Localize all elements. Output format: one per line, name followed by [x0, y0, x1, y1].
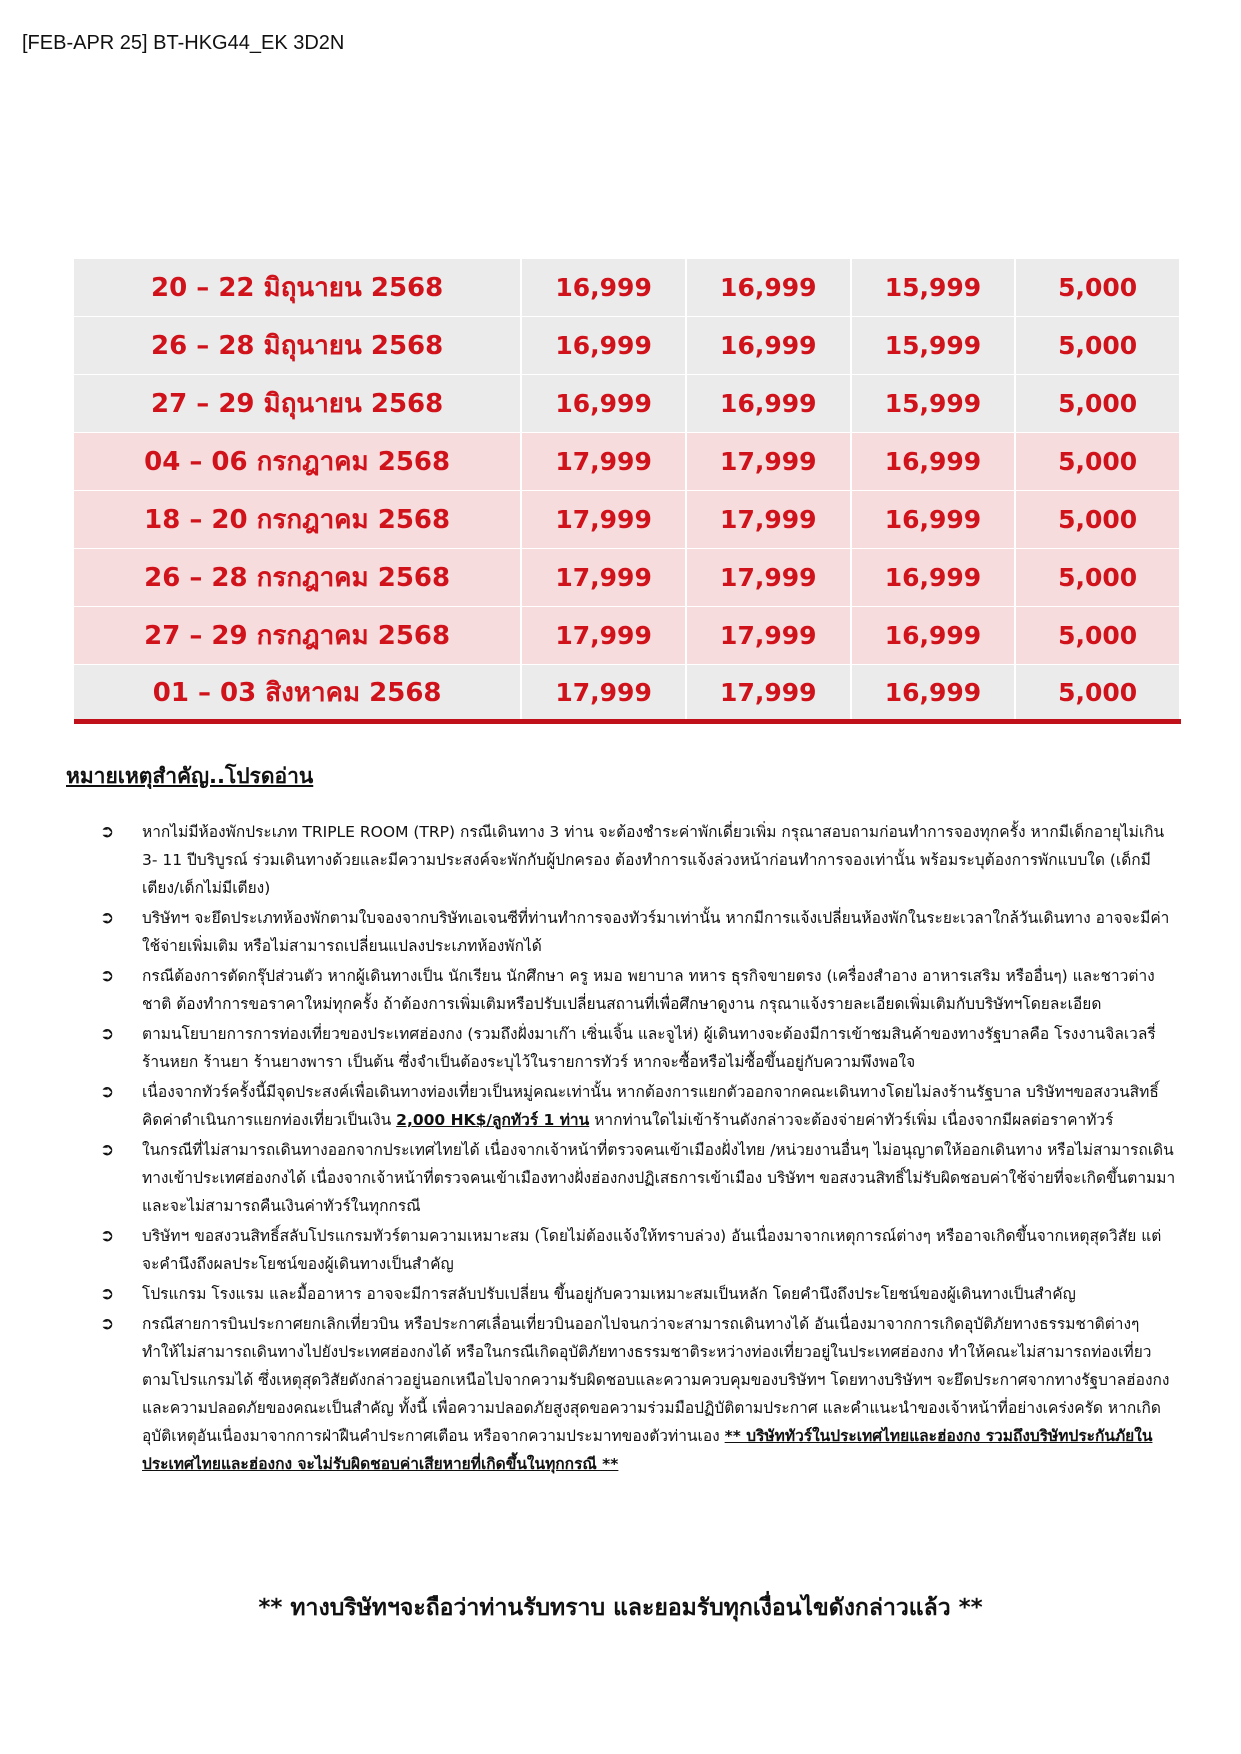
note-text: โปรแกรม โรงแรม และมื้ออาหาร อาจจะมีการสลับปรับเปลี่ยน ขึ้นอยู่กับความเหมาะสมเป็นหลัก โดยคำนึงถึงประโยชน์ของผู้เดินทางเป็นสำคัญ	[142, 1285, 1076, 1303]
price-cell: 5,000	[1015, 549, 1180, 607]
list-item	[100, 962, 1178, 1018]
closing-statement: ** ทางบริษัทฯจะถือว่าท่านรับทราบ และยอมรับทุกเงื่อนไขดังกล่าวแล้ว **	[258, 1595, 983, 1621]
price-cell: 16,999	[686, 317, 851, 375]
price-cell: 16,999	[521, 375, 686, 433]
date-cell: 20 – 22 มิถุนายน 2568	[74, 259, 521, 317]
list-item	[100, 1020, 1178, 1076]
price-cell: 17,999	[521, 491, 686, 549]
note-text: ตามนโยบายการการท่องเที่ยวของประเทศฮ่องกง (รวมถึงฝั่งมาเก๊า เซิ่นเจิ้น และจูไห่) ผู้เดินทางจะต้องมีการเข้าชมสินค้าของทางรัฐบาลคือ โรงงานจิลเวลรี่ ร้านหยก ร้านยา ร้านยางพารา เป็นต้น ซึ่งจำเป็นต้องระบุไว้ในรายการทัวร์ หากจะซื้อหรือไม่ซื้อขึ้นอยู่กับความพึงพอใจ	[142, 1025, 1156, 1071]
arrow-bullet-icon: ➲	[100, 908, 115, 928]
note-text: ในกรณีที่ไม่สามารถเดินทางออกจากประเทศไทยได้ เนื่องจากเจ้าหน้าที่ตรวจคนเข้าเมืองฝั่งไทย /หน่วยงานอื่นๆ ไม่อนุญาตให้ออกเดินทาง หรือไม่สามารถเดินทางเข้าประเทศฮ่องกงได้ เนื่องจากเจ้าหน้าที่ตรวจคนเข้าเมืองทางฝั่งฮ่องกงปฏิเสธการเข้าเมือง บริษัทฯ ขอสงวนสิทธิ์ไม่รับผิดชอบค่าใช้จ่ายที่จะเกิดขึ้นตามมา และจะไม่สามารถคืนเงินค่าทัวร์ในทุกกรณี	[142, 1141, 1176, 1215]
price-cell: 5,000	[1015, 317, 1180, 375]
price-cell: 5,000	[1015, 491, 1180, 549]
price-cell: 16,999	[521, 317, 686, 375]
price-cell: 17,999	[521, 607, 686, 665]
notes-title: หมายเหตุสำคัญ..โปรดอ่าน	[66, 764, 314, 788]
price-cell: 15,999	[851, 317, 1016, 375]
price-cell: 16,999	[851, 607, 1016, 665]
price-cell: 16,999	[851, 491, 1016, 549]
table-row	[74, 259, 1180, 317]
price-cell: 5,000	[1015, 433, 1180, 491]
date-cell: 27 – 29 กรกฎาคม 2568	[74, 607, 521, 665]
arrow-bullet-icon: ➲	[100, 1082, 115, 1102]
note-text: กรณีต้องการตัดกรุ๊ปส่วนตัว หากผู้เดินทางเป็น นักเรียน นักศึกษา ครู หมอ พยาบาล ทหาร ธุรกิจขายตรง (เครื่องสำอาง อาหารเสริม หรืออื่นๆ) และชาวต่างชาติ ต้องทำการขอราคาใหม่ทุกครั้ง ถ้าต้องการเพิ่มเติมหรือปรับเปลี่ยนสถานที่เพื่อศึกษาดูงาน กรุณาแจ้งรายละเอียดเพิ่มเติมกับบริษัทฯโดยละเอียด	[142, 967, 1155, 1013]
date-cell: 27 – 29 มิถุนายน 2568	[74, 375, 521, 433]
price-cell: 5,000	[1015, 259, 1180, 317]
table-row	[74, 665, 1180, 722]
arrow-bullet-icon: ➲	[100, 822, 115, 842]
price-cell: 17,999	[686, 491, 851, 549]
list-item	[100, 1078, 1178, 1134]
list-item	[100, 1310, 1178, 1478]
note-text: หากไม่มีห้องพักประเภท TRIPLE ROOM (TRP) กรณีเดินทาง 3 ท่าน จะต้องชำระค่าพักเดี่ยวเพิ่ม กรุณาสอบถามก่อนทำการจองทุกครั้ง หากมีเด็กอายุไม่เกิน 3- 11 ปีบริบูรณ์ ร่วมเดินทางด้วยและมีความประสงค์จะพักกับผู้ปกครอง ต้องทำการแจ้งล่วงหน้าก่อนทำการจองเท่านั้น พร้อมระบุต้องการพักแบบใด (เด็กมีเตียง/เด็กไม่มีเตียง)	[142, 823, 1165, 897]
list-item	[100, 1280, 1178, 1308]
fee-emphasis: 2,000 HK$/ลูกทัวร์ 1 ท่าน	[396, 1111, 590, 1129]
note-text: บริษัทฯ จะยึดประเภทห้องพักตามใบจองจากบริษัทเอเจนซีที่ท่านทำการจองทัวร์มาเท่านั้น หากมีการแจ้งเปลี่ยนห้องพักในระยะเวลาใกล้วันเดินทาง อาจจะมีค่าใช้จ่ายเพิ่มเติม หรือไม่สามารถเปลี่ยนแปลงประเภทห้องพักได้	[142, 909, 1170, 955]
notes-list	[100, 818, 1178, 1480]
price-cell: 16,999	[521, 259, 686, 317]
price-cell: 5,000	[1015, 607, 1180, 665]
price-cell: 17,999	[686, 607, 851, 665]
list-item	[100, 904, 1178, 960]
arrow-bullet-icon: ➲	[100, 966, 115, 986]
note-text: บริษัทฯ ขอสงวนสิทธิ์สลับโปรแกรมทัวร์ตามความเหมาะสม (โดยไม่ต้องแจ้งให้ทราบล่วง) อันเนื่องมาจากเหตุการณ์ต่างๆ หรืออาจเกิดขึ้นจากเหตุสุดวิสัย แต่จะคำนึงถึงผลประโยชน์ของผู้เดินทางเป็นสำคัญ	[142, 1227, 1162, 1273]
list-item	[100, 818, 1178, 902]
arrow-bullet-icon: ➲	[100, 1314, 115, 1334]
table-row	[74, 433, 1180, 491]
price-cell: 16,999	[851, 665, 1016, 722]
price-cell: 16,999	[851, 549, 1016, 607]
table-row	[74, 375, 1180, 433]
price-cell: 16,999	[686, 375, 851, 433]
date-cell: 26 – 28 มิถุนายน 2568	[74, 317, 521, 375]
date-cell: 18 – 20 กรกฎาคม 2568	[74, 491, 521, 549]
table-row	[74, 317, 1180, 375]
price-cell: 15,999	[851, 375, 1016, 433]
document-code: [FEB-APR 25] BT-HKG44_EK 3D2N	[22, 32, 345, 54]
price-cell: 17,999	[521, 433, 686, 491]
table-row	[74, 491, 1180, 549]
price-table	[74, 259, 1181, 724]
price-cell: 17,999	[521, 665, 686, 722]
price-cell: 16,999	[851, 433, 1016, 491]
price-cell: 5,000	[1015, 375, 1180, 433]
price-cell: 5,000	[1015, 665, 1180, 722]
list-item	[100, 1222, 1178, 1278]
disclaimer-emphasis: ** บริษัททัวร์ในประเทศไทยและฮ่องกง รวมถึงบริษัทประกันภัยในประเทศไทยและฮ่องกง จะไม่รับผิดชอบค่าเสียหายที่เกิดขึ้นในทุกกรณี **	[142, 1427, 1153, 1473]
price-cell: 16,999	[686, 259, 851, 317]
price-cell: 17,999	[686, 549, 851, 607]
price-cell: 17,999	[521, 549, 686, 607]
date-cell: 26 – 28 กรกฎาคม 2568	[74, 549, 521, 607]
arrow-bullet-icon: ➲	[100, 1226, 115, 1246]
arrow-bullet-icon: ➲	[100, 1140, 115, 1160]
note-text: หากท่านใดไม่เข้าร้านดังกล่าวจะต้องจ่ายค่าทัวร์เพิ่ม เนื่องจากมีผลต่อราคาทัวร์	[589, 1111, 1114, 1129]
list-item	[100, 1136, 1178, 1220]
note-text: เนื่องจากทัวร์ครั้งนี้มีจุดประสงค์เพื่อเดินทางท่องเที่ยวเป็นหมู่คณะเท่านั้น หากต้องการแยกตัวออกจากคณะเดินทางโดยไม่ลงร้านรัฐบาล บริษัทฯขอสงวนสิทธิ์คิดค่าดำเนินการแยกท่องเที่ยวเป็นเงิน	[142, 1083, 1159, 1129]
arrow-bullet-icon: ➲	[100, 1284, 115, 1304]
arrow-bullet-icon: ➲	[100, 1024, 115, 1044]
table-row	[74, 549, 1180, 607]
note-text: กรณีสายการบินประกาศยกเลิกเที่ยวบิน หรือประกาศเลื่อนเที่ยวบินออกไปจนกว่าจะสามารถเดินทางได้ อันเนื่องมาจากการเกิดอุบัติภัยทางธรรมชาติต่างๆ ทำให้ไม่สามารถเดินทางไปยังประเทศฮ่องกงได้ หรือในกรณีเกิดอุบัติภัยทางธรรมชาติระหว่างท่องเที่ยวอยู่ในประเทศฮ่องกง ทำให้คณะไม่สามารถท่องเที่ยวตามโปรแกรมได้ ซึ่งเหตุสุดวิสัยดังกล่าวอยู่นอกเหนือไปจากความรับผิดชอบและความควบคุมของบริษัทฯ โดยทางบริษัทฯ จะยึดประกาศจากทางรัฐบาลฮ่องกง และความปลอดภัยของคณะเป็นสำคัญ ทั้งนี้ เพื่อความปลอดภัยสูงสุดขอความร่วมมือปฏิบัติตามประกาศ และคำแนะนำของเจ้าหน้าที่อย่างเคร่งครัด หากเกิดอุบัติเหตุอันเนื่องมาจากการฝ่าฝืนคำประกาศเตือน หรือจากความประมาทของตัวท่านเอง	[142, 1315, 1170, 1445]
table-row	[74, 607, 1180, 665]
price-cell: 17,999	[686, 433, 851, 491]
price-cell: 17,999	[686, 665, 851, 722]
price-cell: 15,999	[851, 259, 1016, 317]
date-cell: 01 – 03 สิงหาคม 2568	[74, 665, 521, 722]
date-cell: 04 – 06 กรกฎาคม 2568	[74, 433, 521, 491]
